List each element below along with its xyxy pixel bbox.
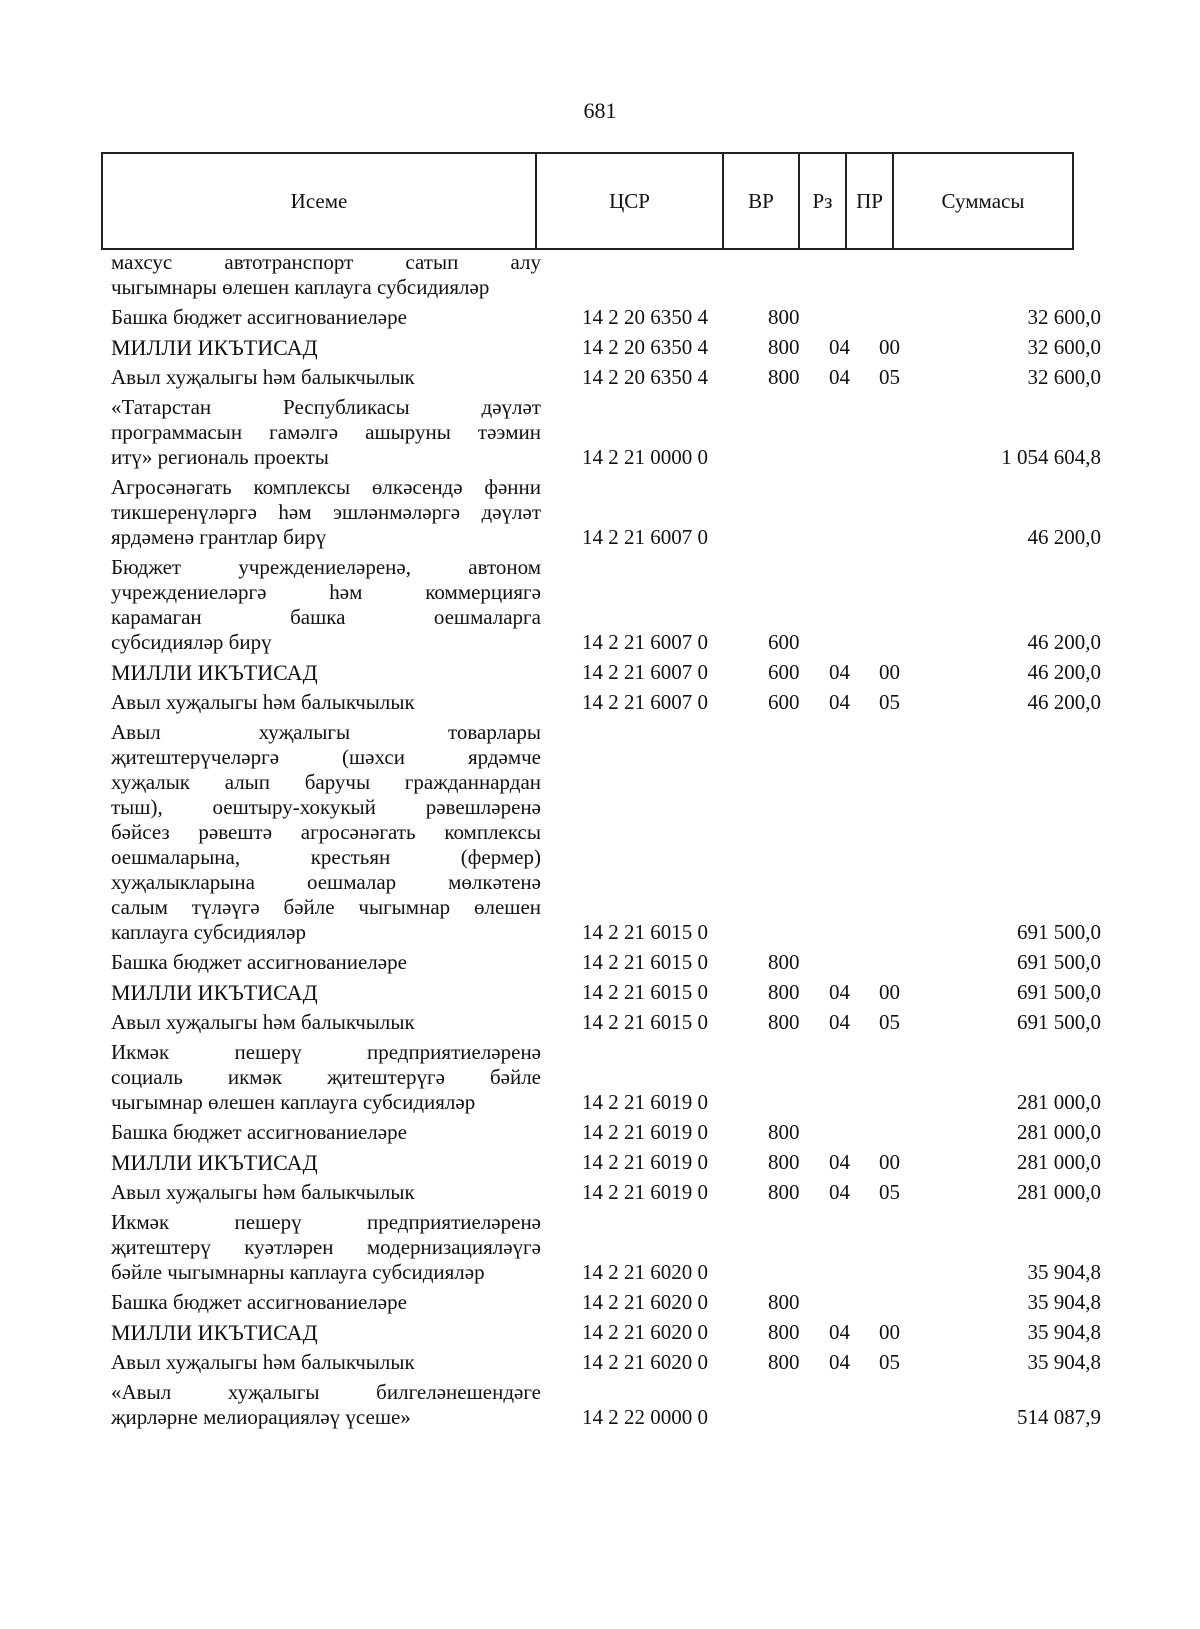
table-row <box>111 1008 1101 1038</box>
row-csr: 14 2 21 0000 0 <box>582 445 708 469</box>
row-sum: 35 904,8 <box>1027 1350 1101 1374</box>
table-row <box>111 303 1101 333</box>
row-name-line: хуҗалыкларына оешмалар мөлкәтенә <box>111 870 541 894</box>
row-csr: 14 2 22 0000 0 <box>582 1405 708 1429</box>
row-name-line: «Авыл хуҗалыгы билгеләнешендәге <box>111 1380 541 1404</box>
row-name <box>111 1320 541 1345</box>
row-vr: 800 <box>768 980 800 1004</box>
row-sum: 691 500,0 <box>1017 1010 1101 1034</box>
table-body <box>111 250 1101 1433</box>
row-name-line: чыгымнар өлешен каплауга субсидияләр <box>111 1090 476 1114</box>
row-rz: 04 <box>829 335 850 359</box>
table-row <box>111 718 1101 948</box>
row-vr: 800 <box>768 950 800 974</box>
row-csr: 14 2 21 6007 0 <box>582 690 708 714</box>
row-pr: 05 <box>879 690 900 714</box>
row-name-line: Агросәнәгать комплексы өлкәсендә фәнни <box>111 475 541 499</box>
table-row <box>111 1288 1101 1318</box>
row-rz: 04 <box>829 365 850 389</box>
row-vr: 800 <box>768 1150 800 1174</box>
row-sum: 281 000,0 <box>1017 1150 1101 1174</box>
row-pr: 05 <box>879 1350 900 1374</box>
row-name-line: Башка бюджет ассигнованиеләре <box>111 950 407 974</box>
table-row <box>111 333 1101 363</box>
row-name-line: хуҗалык алып баручы гражданнардан <box>111 770 541 794</box>
row-csr: 14 2 21 6015 0 <box>582 980 708 1004</box>
row-rz: 04 <box>829 1010 850 1034</box>
row-csr: 14 2 21 6015 0 <box>582 950 708 974</box>
row-name-line: Икмәк пешерү предприятиеләренә <box>111 1040 541 1064</box>
row-sum: 32 600,0 <box>1027 365 1101 389</box>
table-row <box>111 948 1101 978</box>
row-sum: 35 904,8 <box>1027 1260 1101 1284</box>
row-name <box>111 660 541 685</box>
row-name <box>111 335 541 360</box>
row-rz: 04 <box>829 1350 850 1374</box>
row-name <box>111 1290 541 1315</box>
row-name-line: «Татарстан Республикасы дәүләт <box>111 395 541 419</box>
row-pr: 00 <box>879 1320 900 1344</box>
row-sum: 46 200,0 <box>1027 690 1101 714</box>
row-name-line: карамаган башка оешмаларга <box>111 605 541 629</box>
row-csr: 14 2 21 6020 0 <box>582 1260 708 1284</box>
row-name-line: җирләрне мелиорацияләү үсеше» <box>111 1405 411 1429</box>
row-name-line: Авыл хуҗалыгы һәм балыкчылык <box>111 365 415 389</box>
row-csr: 14 2 20 6350 4 <box>582 365 708 389</box>
row-name-line: Башка бюджет ассигнованиеләре <box>111 305 407 329</box>
row-csr: 14 2 21 6007 0 <box>582 630 708 654</box>
row-vr: 800 <box>768 1320 800 1344</box>
table-row <box>111 250 1101 303</box>
row-name-line: Авыл хуҗалыгы һәм балыкчылык <box>111 1010 415 1034</box>
row-name-line: Башка бюджет ассигнованиеләре <box>111 1120 407 1144</box>
row-sum: 46 200,0 <box>1027 525 1101 549</box>
table-row <box>111 688 1101 718</box>
row-vr: 800 <box>768 1120 800 1144</box>
row-name-line: МИЛЛИ ИКЪТИСАД <box>111 660 318 685</box>
row-sum: 281 000,0 <box>1017 1090 1101 1114</box>
table-row <box>111 1208 1101 1288</box>
row-csr: 14 2 20 6350 4 <box>582 305 708 329</box>
table-row <box>111 1038 1101 1118</box>
table-row <box>111 393 1101 473</box>
row-name <box>111 1040 541 1115</box>
row-name-line: махсус автотранспорт сатып алу <box>111 250 541 274</box>
row-csr: 14 2 21 6019 0 <box>582 1120 708 1144</box>
table-row <box>111 553 1101 658</box>
row-rz: 04 <box>829 660 850 684</box>
row-name-line: ярдәменә грантлар бирү <box>111 525 327 549</box>
row-name-line: МИЛЛИ ИКЪТИСАД <box>111 1320 318 1345</box>
row-pr: 00 <box>879 980 900 1004</box>
row-csr: 14 2 21 6007 0 <box>582 660 708 684</box>
table-row <box>111 978 1101 1008</box>
row-rz: 04 <box>829 980 850 1004</box>
row-csr: 14 2 21 6020 0 <box>582 1290 708 1314</box>
row-pr: 05 <box>879 1010 900 1034</box>
header-vr: ВР <box>723 153 799 249</box>
row-rz: 04 <box>829 1320 850 1344</box>
row-name <box>111 395 541 470</box>
row-csr: 14 2 21 6015 0 <box>582 1010 708 1034</box>
header-rz: Рз <box>799 153 846 249</box>
row-name-line: каплауга субсидияләр <box>111 920 306 944</box>
header-pr: ПР <box>846 153 893 249</box>
table-row <box>111 473 1101 553</box>
row-name <box>111 305 541 330</box>
table-row <box>111 363 1101 393</box>
table-row <box>111 1178 1101 1208</box>
row-name <box>111 475 541 550</box>
row-name <box>111 690 541 715</box>
row-name-line: Авыл хуҗалыгы товарлары <box>111 720 541 744</box>
table-row <box>111 1348 1101 1378</box>
row-name-line: программасын гамәлгә ашыруны тәэмин <box>111 420 541 444</box>
row-name-line: оешмаларына, крестьян (фермер) <box>111 845 541 869</box>
row-name <box>111 1350 541 1375</box>
table-row <box>111 1318 1101 1348</box>
row-name-line: чыгымнары өлешен каплауга субсидияләр <box>111 275 490 299</box>
table-header <box>101 152 1074 250</box>
row-name <box>111 720 541 945</box>
row-name-line: МИЛЛИ ИКЪТИСАД <box>111 335 318 360</box>
row-vr: 800 <box>768 335 800 359</box>
row-name-line: тыш), оештыру-хокукый рәвешләренә <box>111 795 541 819</box>
row-pr: 00 <box>879 1150 900 1174</box>
row-pr: 00 <box>879 335 900 359</box>
row-name <box>111 1380 541 1430</box>
header-sum: Суммасы <box>893 153 1073 249</box>
row-csr: 14 2 21 6020 0 <box>582 1320 708 1344</box>
row-name <box>111 1120 541 1145</box>
row-name-line: Авыл хуҗалыгы һәм балыкчылык <box>111 690 415 714</box>
row-rz: 04 <box>829 1180 850 1204</box>
row-name-line: МИЛЛИ ИКЪТИСАД <box>111 980 318 1005</box>
row-vr: 600 <box>768 690 800 714</box>
row-sum: 691 500,0 <box>1017 920 1101 944</box>
row-rz: 04 <box>829 690 850 714</box>
row-name <box>111 1210 541 1285</box>
row-name-line: учреждениеләргә һәм коммерциягә <box>111 580 541 604</box>
row-sum: 46 200,0 <box>1027 630 1101 654</box>
row-name-line: Авыл хуҗалыгы һәм балыкчылык <box>111 1350 415 1374</box>
page-number: 681 <box>583 98 617 123</box>
row-name-line: салым түләүгә бәйле чыгымнар өлешен <box>111 895 541 919</box>
row-csr: 14 2 20 6350 4 <box>582 335 708 359</box>
row-vr: 800 <box>768 1290 800 1314</box>
row-name-line: Башка бюджет ассигнованиеләре <box>111 1290 407 1314</box>
row-csr: 14 2 21 6019 0 <box>582 1150 708 1174</box>
row-name-line: бәйле чыгымнарны каплауга субсидияләр <box>111 1260 485 1284</box>
row-csr: 14 2 21 6007 0 <box>582 525 708 549</box>
table-row <box>111 658 1101 688</box>
row-name-line: итү» региональ проекты <box>111 445 329 469</box>
row-sum: 281 000,0 <box>1017 1120 1101 1144</box>
row-name-line: МИЛЛИ ИКЪТИСАД <box>111 1150 318 1175</box>
row-sum: 1 054 604,8 <box>1001 445 1101 469</box>
row-csr: 14 2 21 6019 0 <box>582 1180 708 1204</box>
row-name <box>111 1150 541 1175</box>
row-name <box>111 950 541 975</box>
row-sum: 691 500,0 <box>1017 980 1101 1004</box>
row-name-line: Икмәк пешерү предприятиеләренә <box>111 1210 541 1234</box>
row-name-line: социаль икмәк җитештерүгә бәйле <box>111 1065 541 1089</box>
row-name-line: бәйсез рәвештә агросәнәгать комплексы <box>111 820 541 844</box>
row-csr: 14 2 21 6020 0 <box>582 1350 708 1374</box>
row-csr: 14 2 21 6019 0 <box>582 1090 708 1114</box>
row-sum: 514 087,9 <box>1017 1405 1101 1429</box>
row-name <box>111 1010 541 1035</box>
table-row <box>111 1378 1101 1433</box>
header-csr: ЦСР <box>536 153 723 249</box>
row-vr: 800 <box>768 365 800 389</box>
row-name-line: җитештерү куәтләрен модернизацияләүгә <box>111 1235 541 1259</box>
table-row <box>111 1148 1101 1178</box>
row-name-line: тикшеренүләргә һәм эшләнмәләргә дәүләт <box>111 500 541 524</box>
row-name-line: субсидияләр бирү <box>111 630 272 654</box>
row-sum: 281 000,0 <box>1017 1180 1101 1204</box>
row-sum: 46 200,0 <box>1027 660 1101 684</box>
row-sum: 32 600,0 <box>1027 305 1101 329</box>
row-pr: 05 <box>879 365 900 389</box>
row-vr: 600 <box>768 660 800 684</box>
row-vr: 800 <box>768 1180 800 1204</box>
table-row <box>111 1118 1101 1148</box>
row-sum: 691 500,0 <box>1017 950 1101 974</box>
row-name <box>111 1180 541 1205</box>
row-name-line: Бюджет учреждениеләренә, автоном <box>111 555 541 579</box>
row-name <box>111 365 541 390</box>
row-name <box>111 555 541 655</box>
row-pr: 05 <box>879 1180 900 1204</box>
row-vr: 800 <box>768 1010 800 1034</box>
row-sum: 35 904,8 <box>1027 1320 1101 1344</box>
row-sum: 32 600,0 <box>1027 335 1101 359</box>
row-name <box>111 250 541 300</box>
row-rz: 04 <box>829 1150 850 1174</box>
row-vr: 800 <box>768 1350 800 1374</box>
row-name-line: җитештерүчеләргә (шәхси ярдәмче <box>111 745 541 769</box>
row-vr: 800 <box>768 305 800 329</box>
row-name-line: Авыл хуҗалыгы һәм балыкчылык <box>111 1180 415 1204</box>
row-csr: 14 2 21 6015 0 <box>582 920 708 944</box>
row-pr: 00 <box>879 660 900 684</box>
row-name <box>111 980 541 1005</box>
row-vr: 600 <box>768 630 800 654</box>
header-name: Исеме <box>102 153 536 249</box>
row-sum: 35 904,8 <box>1027 1290 1101 1314</box>
